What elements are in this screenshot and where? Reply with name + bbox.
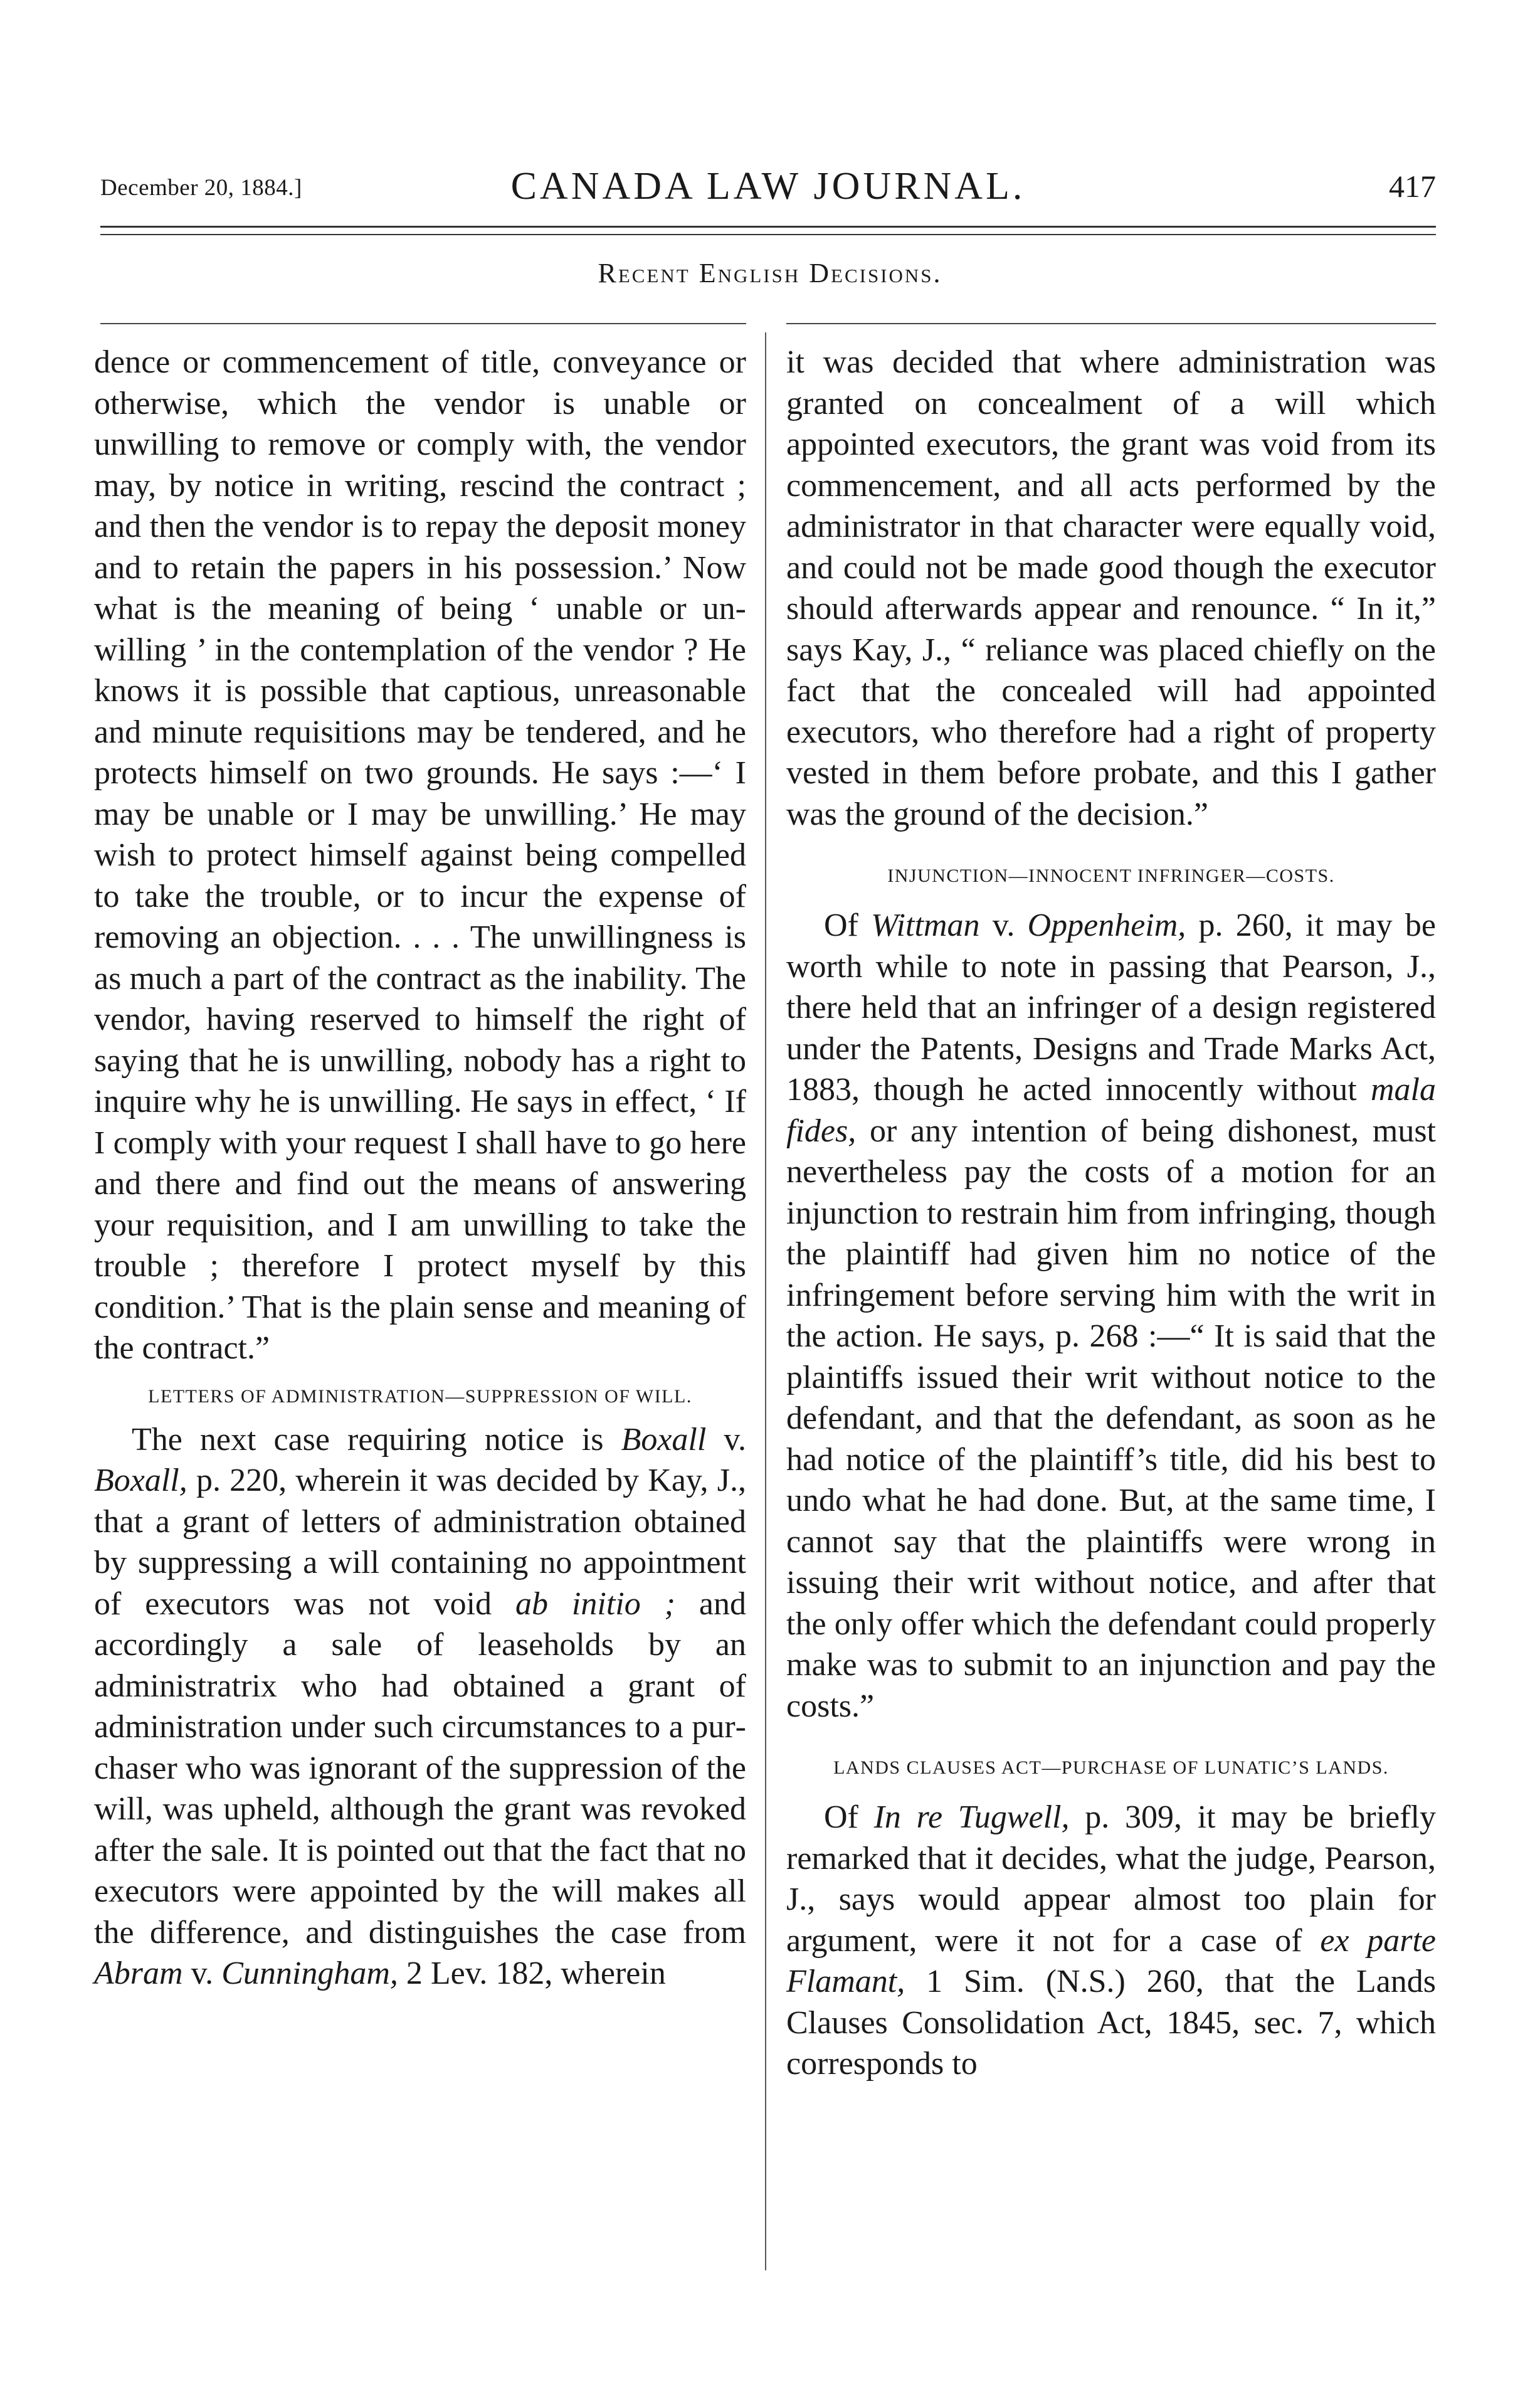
italic-text: Wittman [871, 908, 980, 943]
issue-date: December 20, 1884.] [100, 175, 302, 201]
italic-text: Abram [94, 1955, 183, 1991]
page-number: 417 [1389, 169, 1436, 204]
paragraph [786, 1797, 1436, 2085]
paragraph [786, 342, 1436, 835]
right-column [786, 342, 1436, 2085]
journal-title: CANADA LAW JOURNAL. [510, 165, 1026, 208]
text-run: p. 220, wherein it was decided by Kay, J., that a grant of letters of administration obtained by suppressing a will containing no appointment of executors was not void [94, 1463, 746, 1622]
text-run: or any intention of being dishonest, must nevertheless pay the costs of a motion for an injunction to restrain him from infringing, though the plaintiff had given him no notice of the infringement before serving him with the writ in the action. He says, p. 268 :—“ It is said that the plaintiffs issued their writ without notice to the defendant, and that the defendant, as soon as he had notice of the plaintiff’s title, did his best to undo what he had done. But, at the same time, I cannot say that the plaintiffs were wrong in issuing their writ without notice, and after that the only offer which the defendant could properly make was to submit to an injunction and pay the costs.” [786, 1113, 1436, 1724]
italic-text: Oppenheim, [1027, 908, 1186, 943]
text-run: p. 260, it may be worth while to note in passing that Pearson, J., there held that an infringer of a design registered under the Patents, Designs and Trade Marks Act, 1883, though he acted innocently without [786, 908, 1436, 1108]
text-run: Of [824, 908, 872, 943]
header-rule [100, 226, 1436, 235]
subheading: LANDS CLAUSES ACT—PURCHASE OF LUNATIC’S LANDS. [833, 1757, 1389, 1778]
subheading: LETTERS OF ADMINISTRATION—SUPPRESSION OF WILL. [148, 1385, 692, 1407]
text-run: Of [824, 1799, 874, 1835]
text-run: v. [979, 908, 1028, 943]
left-column [94, 342, 746, 1994]
right-column-rule [786, 323, 1436, 324]
text-run: 2 Lev. 182, wherein [398, 1955, 666, 1991]
text-run: dence or commencement of title, conveyance or otherwise, which the vendor is unable or unwilling to remove or comply with, the vendor may, by notice in writing, rescind the contract ; and then the vendor is to repay the deposit money and to retain the papers in his possession.’ Now what is the meaning of being ‘ unable or unwilling ’ in the contemplation of the vendor ? He knows it is possible that captious, unreasonable and minute requisitions may be tendered, and he protects himself on two grounds. He says :—‘ I may be unable or I may be unwilling.’ He may wish to protect himself against being compelled to take the trouble, or to incur the expense of removing an objection. . . . The unwillingness is as much a part of the contract as the inability. The vendor, having reserved to himself the right of saying that he is unwilling, nobody has a right to inquire why he is unwilling. He says in effect, ‘ If I comply with your request I shall have to go here and there and find out the means of answering your requisition, and I am unwilling to take the trouble ; therefore I protect myself by this condition.’ That is the plain sense and meaning of the contract.” [94, 344, 746, 1366]
text-run: and accordingly a sale of leaseholds by an administratrix who had obtained a grant of administration under such circumstances to a purchaser who was ignorant of the suppression of the will, was upheld, although the grant was revoked after the sale. It is pointed out that the fact that no executors were appointed by the will makes all the difference, and distinguishes the case from [94, 1585, 746, 1950]
column-divider [765, 332, 766, 2270]
text-run: v. [182, 1955, 222, 1991]
text-run: 1 Sim. (N.S.) 260, that the Lands Clauses Consolidation Act, 1845, sec. 7, which corresponds to [786, 1964, 1436, 2082]
text-run: it was decided that where administration was granted on concealment of a will which appointed executors, the grant was void from its commencement, and all acts performed by the administrator in that character were equally void, and could not be made good though the executor should afterwards appear and renounce. “ In it,” says Kay, J., “ reliance was placed chiefly on the fact that the concealed will had appointed executors, who therefore had a right of property vested in them before probate, and this I gather was the ground of the decision.” [786, 344, 1436, 832]
italic-text: ex parte Flamant, [786, 1922, 1436, 1999]
paragraph [94, 1419, 746, 1994]
italic-text: ab initio ; [515, 1585, 675, 1622]
subheading: INJUNCTION—INNOCENT INFRINGER—COSTS. [887, 865, 1335, 886]
left-column-rule [100, 323, 746, 324]
text-run: p. 309, it may be briefly remarked that it decides, what the judge, Pearson, J., says would appear almost too plain for argument, were it not for a case of [786, 1799, 1437, 1959]
text-run: v. [706, 1421, 746, 1458]
paragraph [786, 905, 1436, 1727]
italic-text: Cunningham, [221, 1955, 398, 1991]
italic-text: Boxall, [94, 1463, 187, 1498]
italic-text: In re Tugwell, [873, 1799, 1070, 1835]
running-header [100, 165, 1436, 208]
text-run: The next case requiring notice is [132, 1421, 621, 1458]
italic-text: Boxall [621, 1421, 707, 1458]
italic-text: mala fides, [786, 1072, 1436, 1149]
paragraph [94, 342, 746, 1369]
section-title: Recent English Decisions. [598, 258, 942, 288]
